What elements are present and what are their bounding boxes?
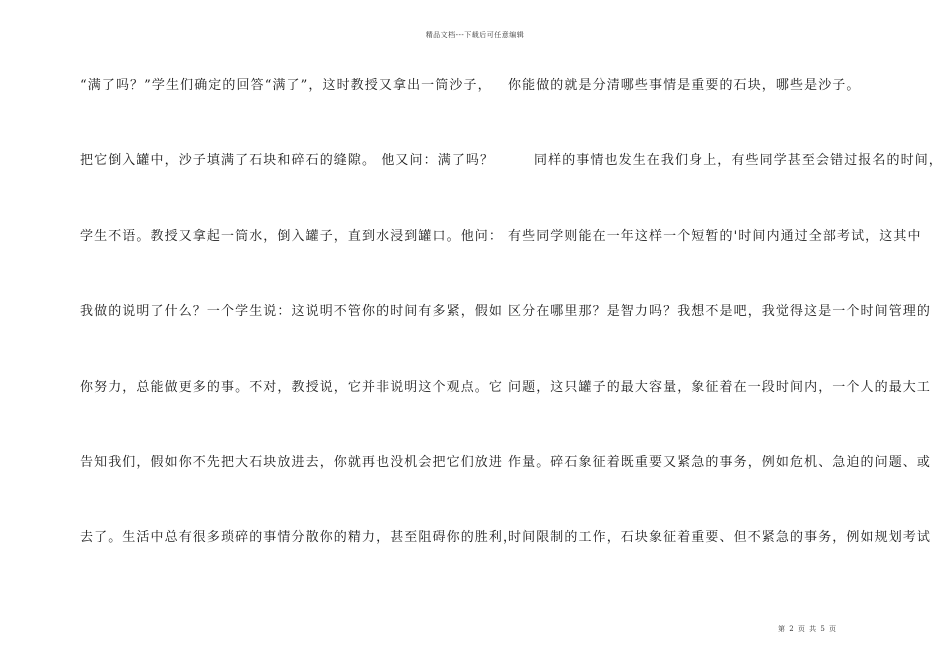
paragraph-line: “满了吗？”学生们确定的回答“满了”，这时教授又拿出一筒沙子，	[80, 78, 492, 93]
page-header: 精品文档---下载后可任意编辑	[425, 31, 525, 39]
paragraph-line: 问题，这只罐子的最大容量，象征着在一段时间内，一个人的最大工	[508, 380, 932, 395]
paragraph-line: 作量。碎石象征着既重要又紧急的事务，例如危机、急迫的问题、或	[508, 455, 932, 470]
paragraph-line: 有些同学则能在一年这样一个短暂的'时间内通过全部考试，这其中	[508, 229, 922, 244]
paragraph-line: 区分在哪里那？是智力吗？我想不是吧，我觉得这是一个时间管理的	[508, 304, 932, 319]
paragraph-line: 我做的说明了什么？一个学生说：这说明不管你的时间有多紧，假如	[80, 304, 504, 319]
paragraph-first-line: 同样的事情也发生在我们身上，有些同学甚至会错过报名的时间，	[534, 153, 943, 168]
paragraph-line: 去了。生活中总有很多琐碎的事情分散你的精力，甚至阻碍你的胜利，	[80, 530, 518, 545]
paragraph-line: 你努力，总能做更多的事。不对，教授说，它并非说明这个观点。它	[80, 380, 504, 395]
paragraph-line: 时间限制的工作，石块象征着重要、但不紧急的事务，例如规划考试	[508, 530, 932, 545]
paragraph-line: 告知我们，假如你不先把大石块放进去，你就再也没机会把它们放进	[80, 455, 504, 470]
page-number: 第 2 页 共 5 页	[778, 625, 838, 633]
paragraph-line: 学生不语。教授又拿起一筒水，倒入罐子，直到水浸到罐口。他问：	[80, 229, 504, 244]
paragraph-line: 把它倒入罐中，沙子填满了石块和碎石的缝隙。 他又问：满了吗？	[80, 153, 495, 168]
paragraph-line: 你能做的就是分清哪些事情是重要的石块，哪些是沙子。	[508, 78, 861, 93]
